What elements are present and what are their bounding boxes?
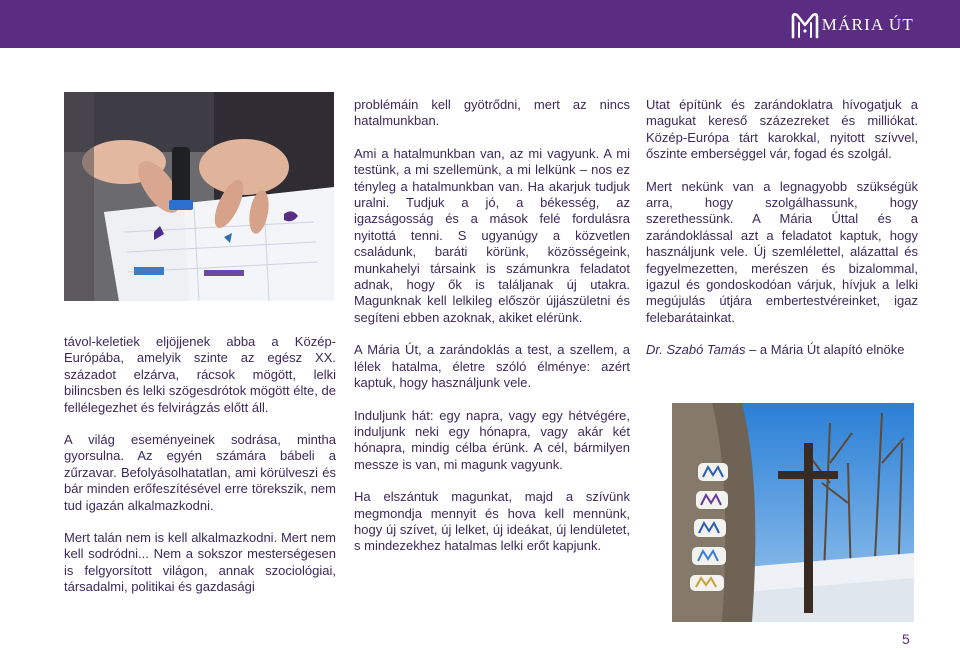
photo-cross-in-snow <box>672 403 914 622</box>
author-signature <box>646 342 918 358</box>
author-role: – a Mária Út alapító elnöke <box>745 342 905 358</box>
paragraph: problémáin kell gyötrődni, mert az nincs hatalmunkban. <box>354 97 630 129</box>
paragraph: Ami a hatalmunkban van, az mi vagyunk. A mi testünk, a mi szellemünk, a mi lelkünk – nos ez tényleg a hatalmunkban van. Ha akarjuk tudjuk uralni. Tudjuk a jó, a békesség, az igazságosság és a mások felé fordulásra nyitottá tenni. S ugyanúgy a közvetlen családunk, baráti körünk, közösségeink, munkahelyi társaink is számunkra feladatot adnak, hogy ők is találjanak új utakra. Magunknak kell lelkileg először újjászületni és segíteni ebben azoknak, akiket elérünk. <box>354 145 630 325</box>
paragraph: A Mária Út, a zarándoklás a test, a szellem, a lélek hatalma, életre szóló élménye: azért kaptuk, hogy használjunk vele. <box>354 342 630 391</box>
text-column-right <box>646 97 918 359</box>
text-column-left <box>64 334 336 596</box>
text-column-middle <box>354 97 630 555</box>
paragraph: Ha elszántuk magunkat, majd a szívünk megmondja mennyit és hova kell mennünk, hogy új szívet, új lelket, új ideákat, új lendületet, s mindezekhez hatalmas lelki erőt kapjunk. <box>354 489 630 554</box>
paragraph: Mert nekünk van a legnagyobb szükségük arra, hogy szolgálhassunk, hogy szerethessünk. A Mária Úttal és a zarándoklással azt a feladatot kaptuk, hogy használjunk vele. Új szemlélettel, alázattal és fegyelmezetten, merészen és bizalommal, igazul és gondoskodóan várjuk, hívjuk a lelki megújulás útjára embertestvéreinket, igaz felebarátainkat. <box>646 178 918 325</box>
paragraph: távol-keletiek eljöjjenek abba a Közép-Európába, amelyik szinte az egész XX. századot elzárva, rácsok mögött, lelki bilincsben és lelki szögesdrótok mögött élte, de fellélegezhet és felvirágzás előtt áll. <box>64 334 336 415</box>
paragraph: Induljunk hát: egy napra, vagy egy hétvégére, induljunk neki egy hónapra, vagy akár két hónapra, mindig célba érünk. A cél, bármilyen messze is van, mi magunk vagyunk. <box>354 407 630 472</box>
paragraph: A világ eseményeinek sodrása, mintha gyorsulna. Az egyén számára bábeli a zűrzavar. Befolyásolhatatlan, ami körülveszi és bár minden erőfeszítésével erre törekszik, nem tud igazán alkalmazkodni. <box>64 432 336 513</box>
maria-ut-pilgrim-m-icon <box>790 11 820 39</box>
logo-text: MÁRIA ÚT <box>821 15 914 34</box>
maria-ut-logo <box>790 9 914 41</box>
page-number: 5 <box>902 631 910 647</box>
paragraph: Utat építünk és zarándoklatra hívogatjuk a magukat kereső százezreket és milliókat. Közép-Európa tárt karokkal, nyitott szívvel, őszinte emberséggel vár, fogad és szolgál. <box>646 97 918 162</box>
photo-stamping-passport <box>64 92 334 301</box>
author-name: Dr. Szabó Tamás <box>646 342 746 358</box>
paragraph: Mert talán nem is kell alkalmazkodni. Mert nem kell sodródni... Nem a sokszor mesterségesen is felgyorsított világon, annak szociológiai, társadalmi, politikai és gazdasági <box>64 530 336 595</box>
